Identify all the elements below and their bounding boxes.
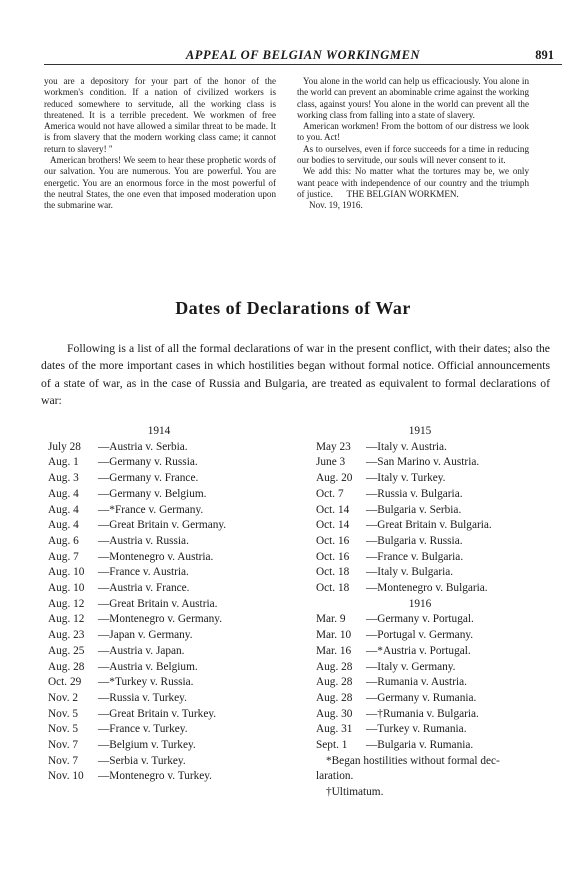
declaration-entry xyxy=(48,612,288,628)
entry-dash: — xyxy=(366,660,378,673)
entry-dash: — xyxy=(98,519,110,532)
declaration-entry xyxy=(48,471,288,487)
declaration-entry xyxy=(316,722,556,738)
declaration-date: Aug. 28 xyxy=(316,660,353,673)
declaration-date: Oct. 16 xyxy=(316,534,350,547)
declaration-date: Aug. 28 xyxy=(316,691,353,704)
entry-dash: — xyxy=(366,629,378,642)
declaration-date: May 23 xyxy=(316,440,351,453)
declaration-event: Great Britain v. Turkey. xyxy=(109,707,217,720)
entries-1916 xyxy=(316,612,556,753)
declaration-entry xyxy=(316,644,556,660)
declaration-event: Germany v. Rumania. xyxy=(377,691,477,704)
appeal-date: Nov. 19, 1916. xyxy=(309,200,363,211)
declaration-date: Oct. 7 xyxy=(316,487,344,500)
entry-dash: — xyxy=(98,597,110,610)
declaration-date: Oct. 18 xyxy=(316,566,350,579)
declaration-date: Oct. 29 xyxy=(48,676,82,689)
declaration-date: Oct. 14 xyxy=(316,503,350,516)
entry-dash: — xyxy=(366,534,378,547)
declaration-date: Nov. 10 xyxy=(48,770,84,783)
appeal-left-column xyxy=(44,76,276,212)
declaration-event: Serbia v. Turkey. xyxy=(109,754,186,767)
appeal-paragraph: American brothers! We seem to hear these prophetic words of our salvation. You are numerous. You are powerful. You are energetic. You are an enormous force in the most powerful of the neutral States, the one even that imposed moderation upon the submarine war. xyxy=(44,155,276,211)
declaration-event: Japan v. Germany. xyxy=(109,629,193,642)
declaration-date: Aug. 12 xyxy=(48,597,85,610)
entry-dash: — xyxy=(366,707,378,720)
declaration-event: Great Britain v. Germany. xyxy=(109,519,227,532)
declaration-date: Aug. 7 xyxy=(48,550,79,563)
declaration-entry xyxy=(316,738,556,754)
declaration-event: Belgium v. Turkey. xyxy=(109,739,196,752)
declaration-entry xyxy=(316,503,556,519)
declaration-date: Aug. 4 xyxy=(48,503,79,516)
declaration-entry xyxy=(316,628,556,644)
declaration-entry xyxy=(316,534,556,550)
declaration-event: Germany v. Belgium. xyxy=(109,487,207,500)
entry-dash: — xyxy=(98,440,110,453)
declaration-event: Germany v. Russia. xyxy=(109,456,198,469)
entry-dash: — xyxy=(98,534,110,547)
declaration-event: Bulgaria v. Russia. xyxy=(377,534,463,547)
declaration-event: France v. Bulgaria. xyxy=(377,550,464,563)
appeal-right-column xyxy=(297,76,529,212)
entry-dash: — xyxy=(98,754,110,767)
declaration-date: Aug. 4 xyxy=(48,519,79,532)
declaration-entry xyxy=(48,660,288,676)
declaration-event: Italy v. Turkey. xyxy=(377,472,446,485)
year-heading: 1914 xyxy=(147,425,171,437)
entry-dash: — xyxy=(98,456,110,469)
footnote-began-hostilities: *Began hostilities without formal dec- xyxy=(326,754,500,767)
entry-dash: — xyxy=(98,472,110,485)
declaration-entry xyxy=(48,581,288,597)
declaration-entry xyxy=(48,503,288,519)
declaration-date: Aug. 25 xyxy=(48,644,85,657)
declaration-event: Italy v. Germany. xyxy=(377,660,456,673)
year-heading: 1915 xyxy=(408,425,432,437)
declaration-event: Turkey v. Rumania. xyxy=(377,723,467,736)
declaration-entry xyxy=(316,455,556,471)
declaration-entry xyxy=(316,518,556,534)
footnote-ultimatum: †Ultimatum. xyxy=(326,786,384,799)
declaration-date: Aug. 10 xyxy=(48,582,85,595)
declaration-event: Great Britain v. Austria. xyxy=(109,597,218,610)
declaration-event: Montenegro v. Germany. xyxy=(109,613,223,626)
declaration-date: Aug. 23 xyxy=(48,629,85,642)
entry-dash: — xyxy=(98,739,110,752)
declaration-entry xyxy=(316,487,556,503)
declaration-date: Mar. 10 xyxy=(316,629,352,642)
running-title: APPEAL OF BELGIAN WORKINGMEN xyxy=(185,48,421,62)
declaration-entry xyxy=(316,581,556,597)
year-heading: 1916 xyxy=(408,597,432,610)
declaration-event: Austria v. Belgium. xyxy=(109,660,198,673)
declaration-entry xyxy=(48,738,288,754)
declaration-event: Russia v. Bulgaria. xyxy=(377,487,463,500)
intro-paragraph: Following is a list of all the formal declarations of war in the present conflict, with their dates; also the dates of the more important cases in which hostilities began without formal notice. Official announcements of a state of war, as in the case of Russia and Bulgaria, are treated as equivalent to formal declarations of war: xyxy=(41,342,550,408)
entry-dash: — xyxy=(366,676,378,689)
declaration-event: Austria v. Japan. xyxy=(109,644,185,657)
declaration-entry xyxy=(316,565,556,581)
declaration-entry xyxy=(48,691,288,707)
declaration-date: Aug. 6 xyxy=(48,534,79,547)
declaration-event: Rumania v. Austria. xyxy=(377,676,467,689)
appeal-paragraph: you are a depository for your part of the honor of the workmen's condition. If a nation of civilized workers is reduced somewhere to servitude, all the working class is threatened. It is a terrible precedent. We workmen of free America would not have allowed a similar threat to be made. It is from slavery that the modern working class came; it cannot return to slavery! " xyxy=(44,76,276,154)
entry-dash: — xyxy=(98,613,110,626)
entry-dash: — xyxy=(98,660,110,673)
entry-dash: — xyxy=(98,676,110,689)
declaration-entry xyxy=(48,518,288,534)
declaration-event: San Marino v. Austria. xyxy=(377,456,480,469)
appeal-paragraph: You alone in the world can help us efficaciously. You alone in the world can prevent an abominable crime against the working class, against yours! You alone in the world can prevent all the working class from falling into a state of slavery. xyxy=(297,76,529,120)
declaration-date: Nov. 7 xyxy=(48,739,79,752)
declaration-entry xyxy=(48,565,288,581)
declaration-date: Oct. 16 xyxy=(316,550,350,563)
declaration-entry xyxy=(316,675,556,691)
entries-1914 xyxy=(48,440,288,785)
declaration-entry xyxy=(48,628,288,644)
running-head xyxy=(44,48,562,65)
declaration-date: Aug. 1 xyxy=(48,456,79,469)
entry-dash: — xyxy=(98,566,110,579)
declaration-date: Aug. 4 xyxy=(48,487,79,500)
entry-dash: — xyxy=(98,487,110,500)
entry-dash: — xyxy=(366,487,378,500)
declaration-entry xyxy=(48,455,288,471)
declaration-entry xyxy=(48,534,288,550)
declarations-1915-1916-list xyxy=(316,424,556,801)
declaration-date: Oct. 14 xyxy=(316,519,350,532)
appeal-paragraph: American workmen! From the bottom of our distress we look to you. Act! xyxy=(297,121,529,143)
entries-1915 xyxy=(316,440,556,597)
appeal-signature: THE BELGIAN WORKMEN. xyxy=(346,188,459,199)
declaration-date: Aug. 12 xyxy=(48,613,85,626)
declaration-event: Bulgaria v. Rumania. xyxy=(377,739,474,752)
entry-dash: — xyxy=(98,550,110,563)
declaration-event: Montenegro v. Austria. xyxy=(109,550,214,563)
entry-dash: — xyxy=(366,613,378,626)
declaration-entry xyxy=(48,644,288,660)
declaration-date: Nov. 7 xyxy=(48,754,79,767)
appeal-closing-text: We add this: No matter what the tortures may be, we only want peace with independence of our country and the triumph of justice. xyxy=(297,166,529,199)
declaration-event: Austria v. France. xyxy=(109,582,190,595)
declaration-date: Aug. 31 xyxy=(316,723,353,736)
declaration-date: Aug. 30 xyxy=(316,707,353,720)
declaration-event: †Rumania v. Bulgaria. xyxy=(377,707,479,720)
declaration-event: Great Britain v. Bulgaria. xyxy=(377,519,492,532)
entry-dash: — xyxy=(366,739,378,752)
declaration-entry xyxy=(48,769,288,785)
declaration-event: Montenegro v. Turkey. xyxy=(109,770,213,783)
footnote-continuation: laration. xyxy=(316,770,354,783)
entry-dash: — xyxy=(98,644,110,657)
declaration-date: July 28 xyxy=(48,440,81,453)
appeal-paragraph xyxy=(297,166,529,200)
declaration-entry xyxy=(316,440,556,456)
entry-dash: — xyxy=(98,582,110,595)
entry-dash: — xyxy=(366,550,378,563)
declaration-date: June 3 xyxy=(316,456,346,469)
entry-dash: — xyxy=(366,723,378,736)
declaration-date: Nov. 2 xyxy=(48,691,79,704)
declaration-event: Italy v. Austria. xyxy=(377,440,447,453)
entry-dash: — xyxy=(366,472,378,485)
declaration-event: France v. Austria. xyxy=(109,566,189,579)
declaration-entry xyxy=(316,550,556,566)
declaration-event: Bulgaria v. Serbia. xyxy=(377,503,462,516)
declaration-event: *Turkey v. Russia. xyxy=(109,676,194,689)
entry-dash: — xyxy=(366,456,378,469)
declaration-event: Italy v. Bulgaria. xyxy=(377,566,454,579)
declaration-entry xyxy=(48,550,288,566)
declaration-event: Montenegro v. Bulgaria. xyxy=(377,582,488,595)
entry-dash: — xyxy=(366,519,378,532)
declaration-entry xyxy=(48,675,288,691)
declaration-date: Sept. 1 xyxy=(316,739,348,752)
declaration-entry xyxy=(48,487,288,503)
declaration-entry xyxy=(48,722,288,738)
declaration-event: Germany v. Portugal. xyxy=(377,613,474,626)
entry-dash: — xyxy=(366,691,378,704)
entry-dash: — xyxy=(366,566,378,579)
declaration-entry xyxy=(316,471,556,487)
declaration-date: Mar. 9 xyxy=(316,613,346,626)
entry-dash: — xyxy=(366,503,378,516)
appeal-paragraph: As to ourselves, even if force succeeds for a time in reducing our bodies to servitude, our souls will never consent to it. xyxy=(297,143,529,166)
entry-dash: — xyxy=(98,503,110,516)
declaration-event: Austria v. Serbia. xyxy=(109,440,188,453)
declaration-entry xyxy=(316,612,556,628)
declaration-date: Mar. 16 xyxy=(316,644,352,657)
declaration-entry xyxy=(48,440,288,456)
entry-dash: — xyxy=(366,440,378,453)
declaration-date: Aug. 10 xyxy=(48,566,85,579)
declaration-event: *Austria v. Portugal. xyxy=(377,644,471,657)
page-number: 891 xyxy=(535,48,554,62)
declaration-entry xyxy=(316,660,556,676)
declaration-entry xyxy=(48,707,288,723)
declarations-1914-list xyxy=(48,424,288,785)
entry-dash: — xyxy=(366,644,378,657)
declaration-event: France v. Turkey. xyxy=(109,723,188,736)
declaration-event: Portugal v. Germany. xyxy=(377,629,474,642)
entry-dash: — xyxy=(98,723,110,736)
declaration-entry xyxy=(316,707,556,723)
entry-dash: — xyxy=(98,691,110,704)
declaration-date: Aug. 28 xyxy=(48,660,85,673)
declaration-date: Nov. 5 xyxy=(48,707,79,720)
declaration-event: Russia v. Turkey. xyxy=(109,691,187,704)
declaration-event: Austria v. Russia. xyxy=(109,534,189,547)
declaration-entry xyxy=(48,754,288,770)
declaration-event: Germany v. France. xyxy=(109,472,199,485)
section-intro xyxy=(41,340,550,410)
section-title: Dates of Declarations of War xyxy=(175,298,411,318)
declaration-entry xyxy=(48,597,288,613)
declaration-date: Oct. 18 xyxy=(316,582,350,595)
entry-dash: — xyxy=(98,707,110,720)
declaration-entry xyxy=(316,691,556,707)
declaration-date: Nov. 5 xyxy=(48,723,79,736)
declaration-event: *France v. Germany. xyxy=(109,503,204,516)
entry-dash: — xyxy=(366,582,378,595)
declaration-date: Aug. 20 xyxy=(316,472,353,485)
entry-dash: — xyxy=(98,770,110,783)
entry-dash: — xyxy=(98,629,110,642)
declaration-date: Aug. 3 xyxy=(48,472,79,485)
declaration-date: Aug. 28 xyxy=(316,676,353,689)
